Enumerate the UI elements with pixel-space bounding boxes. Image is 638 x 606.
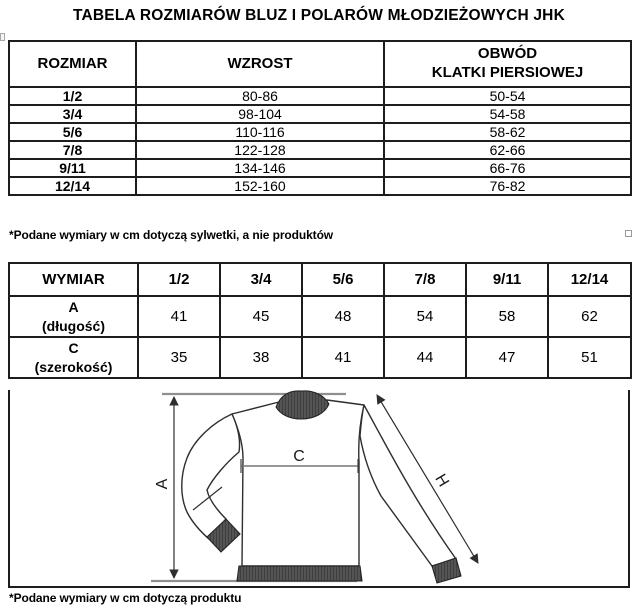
value-cell: 41: [302, 337, 384, 378]
table-resize-handle: [625, 230, 632, 237]
chest-cell: 66-76: [384, 159, 631, 177]
table-row: [9, 105, 631, 123]
value-cell: 62: [548, 296, 631, 337]
dimension-label-cell: [9, 337, 138, 378]
dimension-label-cell: [9, 296, 138, 337]
value-cell: 44: [384, 337, 466, 378]
value-cell: 45: [220, 296, 302, 337]
height-cell: 152-160: [136, 177, 384, 195]
table-row: [9, 177, 631, 195]
footnote-sizes: *Podane wymiary w cm dotyczą sylwetki, a nie produktów: [9, 228, 334, 242]
size-cell: 1/2: [9, 87, 136, 105]
col-header-size: 7/8: [384, 263, 466, 296]
value-cell: 54: [384, 296, 466, 337]
value-cell: 51: [548, 337, 631, 378]
value-cell: 38: [220, 337, 302, 378]
size-cell: 5/6: [9, 123, 136, 141]
chest-cell: 62-66: [384, 141, 631, 159]
chest-cell: 58-62: [384, 123, 631, 141]
table-row: [9, 87, 631, 105]
table-anchor-mark: [0, 33, 5, 41]
sweatshirt-body: [232, 400, 364, 566]
diagram-label-c: C: [293, 448, 305, 465]
chest-cell: 76-82: [384, 177, 631, 195]
height-cell: 98-104: [136, 105, 384, 123]
value-cell: 48: [302, 296, 384, 337]
col-header-size: 1/2: [138, 263, 220, 296]
height-cell: 122-128: [136, 141, 384, 159]
col-header-wzrost: WZROST: [136, 41, 384, 87]
table-row: [9, 141, 631, 159]
diagram-box: [8, 390, 630, 588]
col-header-obwod-line2: KLATKI PIERSIOWEJ: [431, 64, 584, 81]
diagram-label-h: H: [431, 471, 452, 491]
height-cell: 80-86: [136, 87, 384, 105]
col-header-wymiar: WYMIAR: [9, 263, 138, 296]
hem-rib-band: [237, 566, 362, 581]
chest-cell: 50-54: [384, 87, 631, 105]
table-row: [9, 123, 631, 141]
size-cell: 7/8: [9, 141, 136, 159]
col-header-size: 12/14: [548, 263, 631, 296]
dimension-description: (szerokość): [34, 358, 113, 375]
table-row: [9, 296, 631, 337]
chest-cell: 54-58: [384, 105, 631, 123]
diagram-label-a: A: [154, 478, 171, 490]
col-header-obwod-line1: OBWÓD: [477, 45, 538, 63]
size-cell: 9/11: [9, 159, 136, 177]
col-header-obwod: [384, 41, 631, 87]
footnote-product: *Podane wymiary w cm dotyczą produktu: [9, 591, 242, 605]
dimension-description: (długość): [42, 317, 105, 334]
size-cell: 12/14: [9, 177, 136, 195]
col-header-size: 9/11: [466, 263, 548, 296]
page-title: TABELA ROZMIARÓW BLUZ I POLARÓW MŁODZIEŻOWYCH JHK: [73, 7, 565, 24]
left-sleeve: [182, 414, 240, 539]
dimension-table: [8, 262, 632, 379]
size-table-header-row: [9, 41, 631, 87]
col-header-rozmiar: ROZMIAR: [9, 41, 136, 87]
dimension-letter: C: [68, 340, 79, 357]
table-row: [9, 337, 631, 378]
height-cell: 110-116: [136, 123, 384, 141]
dimension-letter: A: [68, 299, 79, 316]
value-cell: 58: [466, 296, 548, 337]
col-header-size: 5/6: [302, 263, 384, 296]
dimension-table-header-row: [9, 263, 631, 296]
size-table: [8, 40, 632, 196]
col-header-size: 3/4: [220, 263, 302, 296]
value-cell: 41: [138, 296, 220, 337]
sweatshirt-diagram: [10, 390, 628, 586]
height-cell: 134-146: [136, 159, 384, 177]
table-row: [9, 159, 631, 177]
size-cell: 3/4: [9, 105, 136, 123]
value-cell: 47: [466, 337, 548, 378]
value-cell: 35: [138, 337, 220, 378]
